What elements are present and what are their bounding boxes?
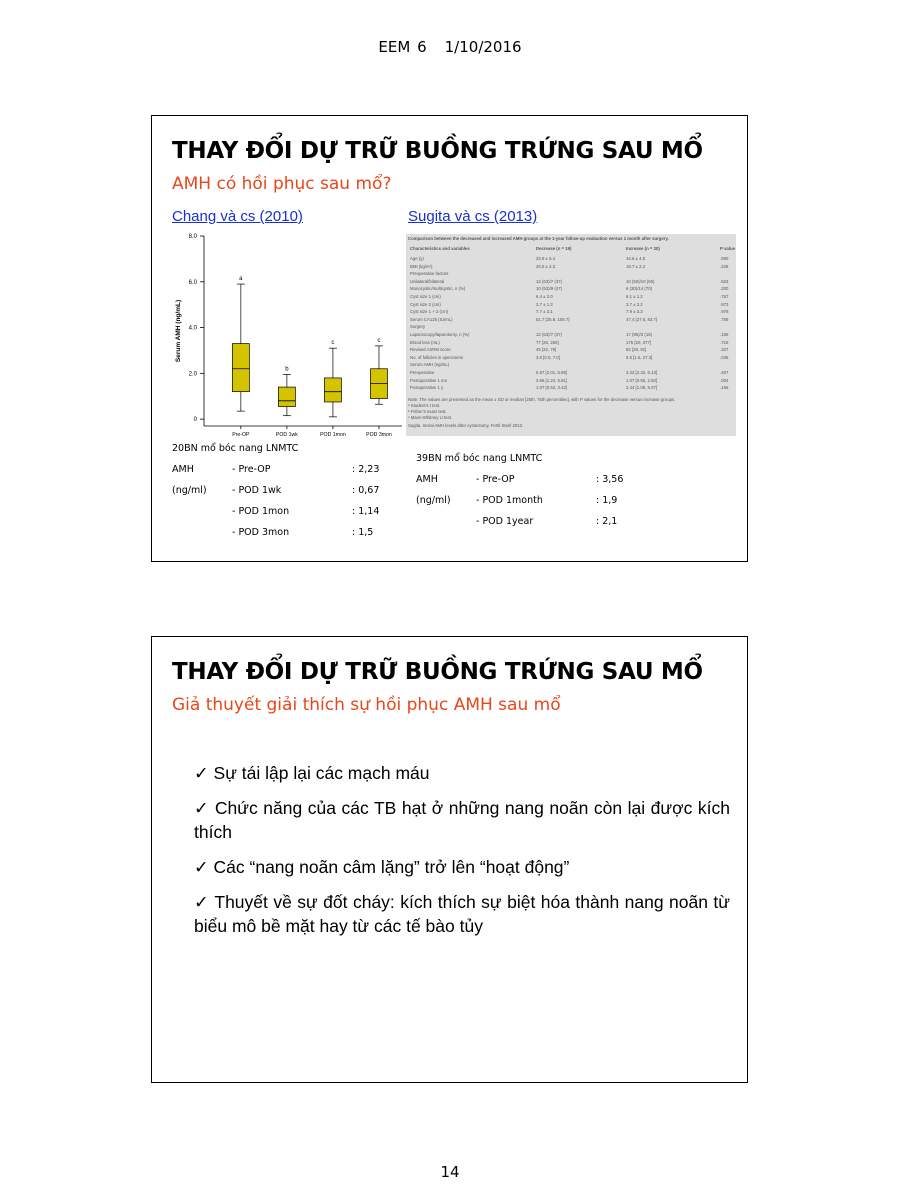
page-number: 14 [440,1163,460,1181]
table-cell: .155 [720,332,729,337]
chang-stat-cell: - POD 1mon [232,506,290,517]
table-cell: 3.66 [1.24, 5.81] [536,377,568,383]
x-tick-label: POD 1mon [320,432,346,438]
y-axis-label: Serum AMH (ng/mL) [175,299,182,363]
table-row [408,302,734,308]
table-row [408,385,734,391]
table-cell: P value [720,246,735,251]
table-row [408,362,734,368]
table-cell: 5.87 [2.01, 6.89] [536,370,568,375]
table-cell: No. of follicles in specimens [410,354,464,360]
amh-boxplot-svg [172,230,407,438]
table-row [408,324,734,330]
table-cell: Cyst size 2 (cm) [410,301,441,307]
table-cell: Monocystic/multicystic, n (%) [410,286,466,292]
table-cell: 175 [20, 377] [626,339,652,345]
table-cell: Cyst size 1 (cm) [410,294,441,299]
chang-stat-cell: - POD 1wk [232,485,282,496]
box-annotation: c [377,337,381,344]
table-cell: 2.44 [1.09, 5.07] [626,385,658,391]
table-row [408,279,734,285]
sugita-stat-cell: - POD 1month [476,495,543,506]
table-cell: 7.7 ± 3.1 [536,309,553,315]
slide-1 [151,115,748,562]
table-cell: 33.9 ± 5.4 [536,256,556,261]
table-cell: .156 [720,385,729,391]
table-cell: .407 [720,370,729,375]
chang-stat-cell: : 0,67 [352,485,380,496]
amh-boxplot [172,230,407,438]
table-cell: 17 (85)/3 (15) [626,332,653,337]
table-cell: Blood loss (mL) [410,339,440,345]
y-tick-label: 0 [193,417,197,424]
box-annotation: b [285,366,289,373]
hypothesis-item: ✓ Các “nang noãn câm lặng” trở lên “hoạt động” [194,857,570,877]
table-title: Comparison between the decreased and increased AMH groups at the 1-year follow-up evaluation versus 1 month after surgery. [408,236,669,241]
slide-2-subtitle: Giả thuyết giải thích sự hồi phục AMH sau mổ [172,695,561,715]
table-row [408,246,734,252]
table-cell: .978 [720,309,729,315]
page-header [0,38,900,56]
chang-link[interactable]: Chang và cs (2010) [172,208,303,225]
sugita-stat-cell: (ng/ml) [416,495,451,506]
chang-stat-cell: - POD 3mon [232,527,290,538]
table-row [408,309,734,315]
table-cell: .759 [720,316,729,322]
table-cell: Serum CA125 (IU/mL) [410,316,453,322]
sugita-stat-cell: : 2,1 [596,516,618,527]
table-note: ᶜ Mann-Whitney U test. [408,414,453,420]
table-cell: 20.6 ± 2.3 [536,263,556,269]
table-cell: .004 [720,377,729,383]
box [232,344,249,392]
table-cell: .715 [720,339,729,345]
sugita-stat-cell: AMH [416,474,438,485]
hypothesis-item: ✓ Sự tái lập lại các mạch máu [194,763,430,783]
table-row [408,256,734,262]
chang-stat-cell: : 1,5 [352,527,374,538]
table-cell: .035 [720,354,729,360]
table-cell: 19.7 ± 2.2 [626,263,646,269]
sugita-stat-cell: : 1,9 [596,495,618,506]
table-cell: Decrease (n = 19) [536,246,572,251]
table-cell: 3.7 ± 1.3 [536,301,553,307]
hypothesis-item: ✓ Chức năng của các TB hạt ở những nang noãn còn lại được kích thích [194,798,730,842]
box [278,387,295,406]
table-cell: Revised ASRM score [410,347,451,353]
table-cell: 3.0 [0.0, 7.0] [536,354,560,360]
y-tick-label: 4.0 [188,325,197,332]
sugita-stat-cell: - Pre-OP [476,474,515,485]
hypothesis-list [194,761,730,949]
table-cell: 1.07 [0.55, 2.50] [626,377,658,383]
table-row [408,340,734,346]
sugita-stat-cell: : 3,56 [596,474,624,485]
box-annotation: a [239,276,243,283]
table-cell: 6.4 ± 2.0 [536,294,553,299]
table-row [408,294,734,300]
table-cell: .523 [720,278,729,284]
table-cell: Increase (n = 20) [626,246,660,251]
box [324,378,341,402]
table-cell: Characteristics and variables [410,246,470,251]
box-annotation: c [331,340,335,347]
table-note: ᵃ Student's t test. [408,402,441,408]
table-row [408,355,734,361]
chang-stat-cell: : 1,14 [352,506,380,517]
table-cell: .690 [720,256,729,261]
table-row [408,264,734,270]
y-tick-label: 6.0 [188,279,197,286]
table-cell: 10 (53)/9 (47) [536,286,563,292]
table-cell: 77 [26, 259] [536,339,559,345]
table-row [408,271,734,277]
chang-stat-cell: (ng/ml) [172,485,207,496]
sugita-link[interactable]: Sugita và cs (2013) [408,208,538,225]
table-row [408,332,734,338]
table-cell: Preoperative factors [410,271,449,277]
table-cell: 12 (63)/7 (37) [536,332,563,337]
chang-stats [172,443,402,553]
table-cell: Unilateral/bilateral [410,278,445,284]
table-cell: 3.23 [2.32, 6.13] [626,370,658,375]
table-cell: .973 [720,301,729,307]
table-cell: 45 [22, 79] [536,347,557,353]
table-note: ᵇ Fisher's exact test. [408,408,447,414]
table-cell: Age (y) [410,256,424,261]
table-row [408,286,734,292]
table-cell: Laparoscopy/laparotomy, n (%) [410,332,470,337]
slide-1-title: THAY ĐỔI DỰ TRỮ BUỒNG TRỨNG SAU MỔ [172,138,703,164]
table-cell: Serum AMH (ng/mL) [410,362,450,368]
table-cell: 3.7 ± 2.2 [626,301,643,307]
table-cell: Surgery [410,324,426,330]
table-cell: .327 [720,347,729,353]
table-source: Sugita. Serial AMH levels after cystectomy. Fertil Steril 2013. [408,422,524,428]
table-cell: 7.9 ± 3.3 [626,309,643,315]
table-note: Note: The values are presented as the mean ± SD or median [25th, 75th percentiles], with P values for the decrease versus increase groups. [408,396,676,402]
header-course: EEM 6 [378,38,427,56]
chang-stat-cell: : 2,23 [352,464,380,475]
table-cell: 6.1 ± 1.2 [626,294,643,299]
chang-stat-cell: - Pre-OP [232,464,271,475]
table-cell: .228 [720,263,729,269]
table-cell: Preoperative [410,370,435,375]
chang-stat-cell: AMH [172,464,194,475]
x-tick-label: POD 1wk [275,432,298,438]
y-tick-label: 2.0 [188,371,197,378]
table-row [408,347,734,353]
sugita-stats-heading: 39BN mổ bóc nang LNMTC [416,453,543,464]
table-cell: 5.5 [1.5, 27.3] [626,354,653,360]
table-row [408,370,734,376]
table-cell: .767 [720,294,729,299]
table-cell: 47.4 [27.6, 83.7] [626,316,658,322]
x-tick-label: Pre-OP [232,432,250,438]
x-tick-label: POD 3mon [366,432,392,438]
chang-stats-heading: 20BN mổ bóc nang LNMTC [172,443,299,454]
header-date: 1/10/2016 [444,38,522,56]
hypothesis-item: ✓ Thuyết về sự đốt cháy: kích thích sự biệt hóa thành nang noãn từ biểu mô bề mặt hay từ các tế bào tủy [194,892,730,936]
table-cell: 51.7 [25.8, 108.7] [536,316,570,322]
slide-2-title: THAY ĐỔI DỰ TRỮ BUỒNG TRỨNG SAU MỔ [172,659,703,685]
y-tick-label: 8.0 [188,234,197,240]
table-cell: Cyst size 1 + 2 (cm) [410,309,449,315]
slide-1-subtitle: AMH có hồi phục sau mổ? [172,174,392,194]
table-cell: BMI (kg/m²) [410,263,433,269]
table-row [408,317,734,323]
table-row [408,378,734,384]
sugita-stat-cell: - POD 1year [476,516,534,527]
table-cell: .200 [720,286,729,292]
table-cell: 34.6 ± 4.5 [626,256,646,261]
sugita-stats [416,453,646,543]
table-cell: 6 (30)/14 (70) [626,286,653,292]
slide-2 [151,636,748,1083]
table-cell: Postoperative 1 mo [410,377,448,383]
table-cell: Postoperative 1 y [410,385,444,391]
sugita-table [406,234,736,436]
table-cell: 1.07 [0.52, 3.42] [536,385,568,391]
table-cell: 12 (63)/7 (37) [536,278,563,284]
table-cell: 10 (50)/10 (50) [626,278,655,284]
table-cell: 62 [28, 91] [626,347,647,353]
